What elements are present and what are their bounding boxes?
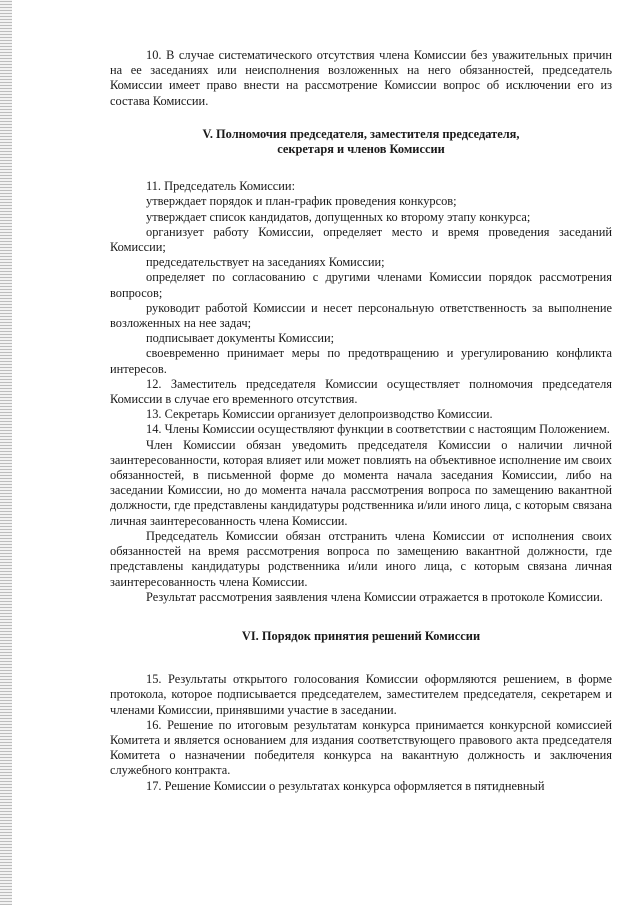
list-item: определяет по согласованию с другими членами Комиссии порядок рассмотрения вопросов; (110, 270, 612, 300)
scan-edge (0, 0, 12, 905)
list-item: своевременно принимает меры по предотвращению и урегулированию конфликта интересов. (110, 346, 612, 376)
paragraph-17: 17. Решение Комиссии о результатах конкурса оформляется в пятидневный (146, 778, 545, 793)
document-page (110, 48, 612, 794)
paragraph-16: 16. Решение по итоговым результатам конкурса принимается конкурсной комиссией Комитета и является основанием для издания соответствующего правового акта председателя Комитета о назначении победителя конкурса на вакантную должность и заключения служебного контракта. (110, 717, 612, 778)
section-6-heading: VI. Порядок принятия решений Комиссии (241, 628, 481, 643)
paragraph-15: 15. Результаты открытого голосования Комиссии оформляются решением, в форме протокола, которое подписывается председателем, заместителем председателя, секретарем и членами Комиссии, принявшими участие в заседании. (110, 672, 612, 717)
paragraph-10: 10. В случае систематического отсутствия члена Комиссии без уважительных причин на ее заседаниях или неисполнения возложенных на него обязанностей, председатель Комиссии имеет право внести на рассмотрение Комиссии вопрос об исключении его из состава Комиссии. (110, 48, 612, 108)
paragraph-result: Результат рассмотрения заявления члена Комиссии отражается в протоколе Комиссии. (146, 589, 603, 604)
list-item: утверждает порядок и план-график проведения конкурсов; (146, 194, 457, 209)
list-item: подписывает документы Комиссии; (146, 331, 335, 346)
list-item: утверждает список кандидатов, допущенных ко второму этапу конкурса; (146, 209, 531, 224)
list-item: организует работу Комиссии, определяет место и время проведения заседаний Комиссии; (110, 224, 612, 255)
paragraph-member-duty: Член Комиссии обязан уведомить председателя Комиссии о наличии личной заинтересованности, которая влияет или может повлиять на объективное исполнение им своих обязанностей, в письменной форме до момента начала заседания Комиссии, либо на заседании Комиссии, но до момента начала рассмотрения вопроса по замещению вакантной должности, где представлены кандидатуры родственника и/или иного лица, с которым связана личная заинтересованность члена Комиссии. (110, 437, 612, 528)
section-5-heading: V. Полномочия председателя, заместителя председателя, секретаря и членов Комиссии (202, 126, 520, 157)
paragraph-11: 11. Председатель Комиссии: (146, 179, 296, 194)
paragraph-14: 14. Члены Комиссии осуществляют функции в соответствии с настоящим Положением. (146, 422, 610, 437)
paragraph-12: 12. Заместитель председателя Комиссии осуществляет полномочия председателя Комиссии в случае его временного отсутствия. (110, 376, 612, 407)
list-item: председательствует на заседаниях Комиссии; (146, 255, 385, 270)
paragraph-13: 13. Секретарь Комиссии организует делопроизводство Комиссии. (146, 407, 493, 422)
paragraph-chair-duty: Председатель Комиссии обязан отстранить члена Комиссии от исполнения своих обязанностей на время рассмотрения вопроса по замещению вакантной должности, где представлены кандидатуры родственника и/или иного лица, с которым связана личная заинтересованность члена Комиссии. (110, 528, 612, 589)
list-item: руководит работой Комиссии и несет персональную ответственность за выполнение возложенных на нее задач; (110, 300, 612, 331)
